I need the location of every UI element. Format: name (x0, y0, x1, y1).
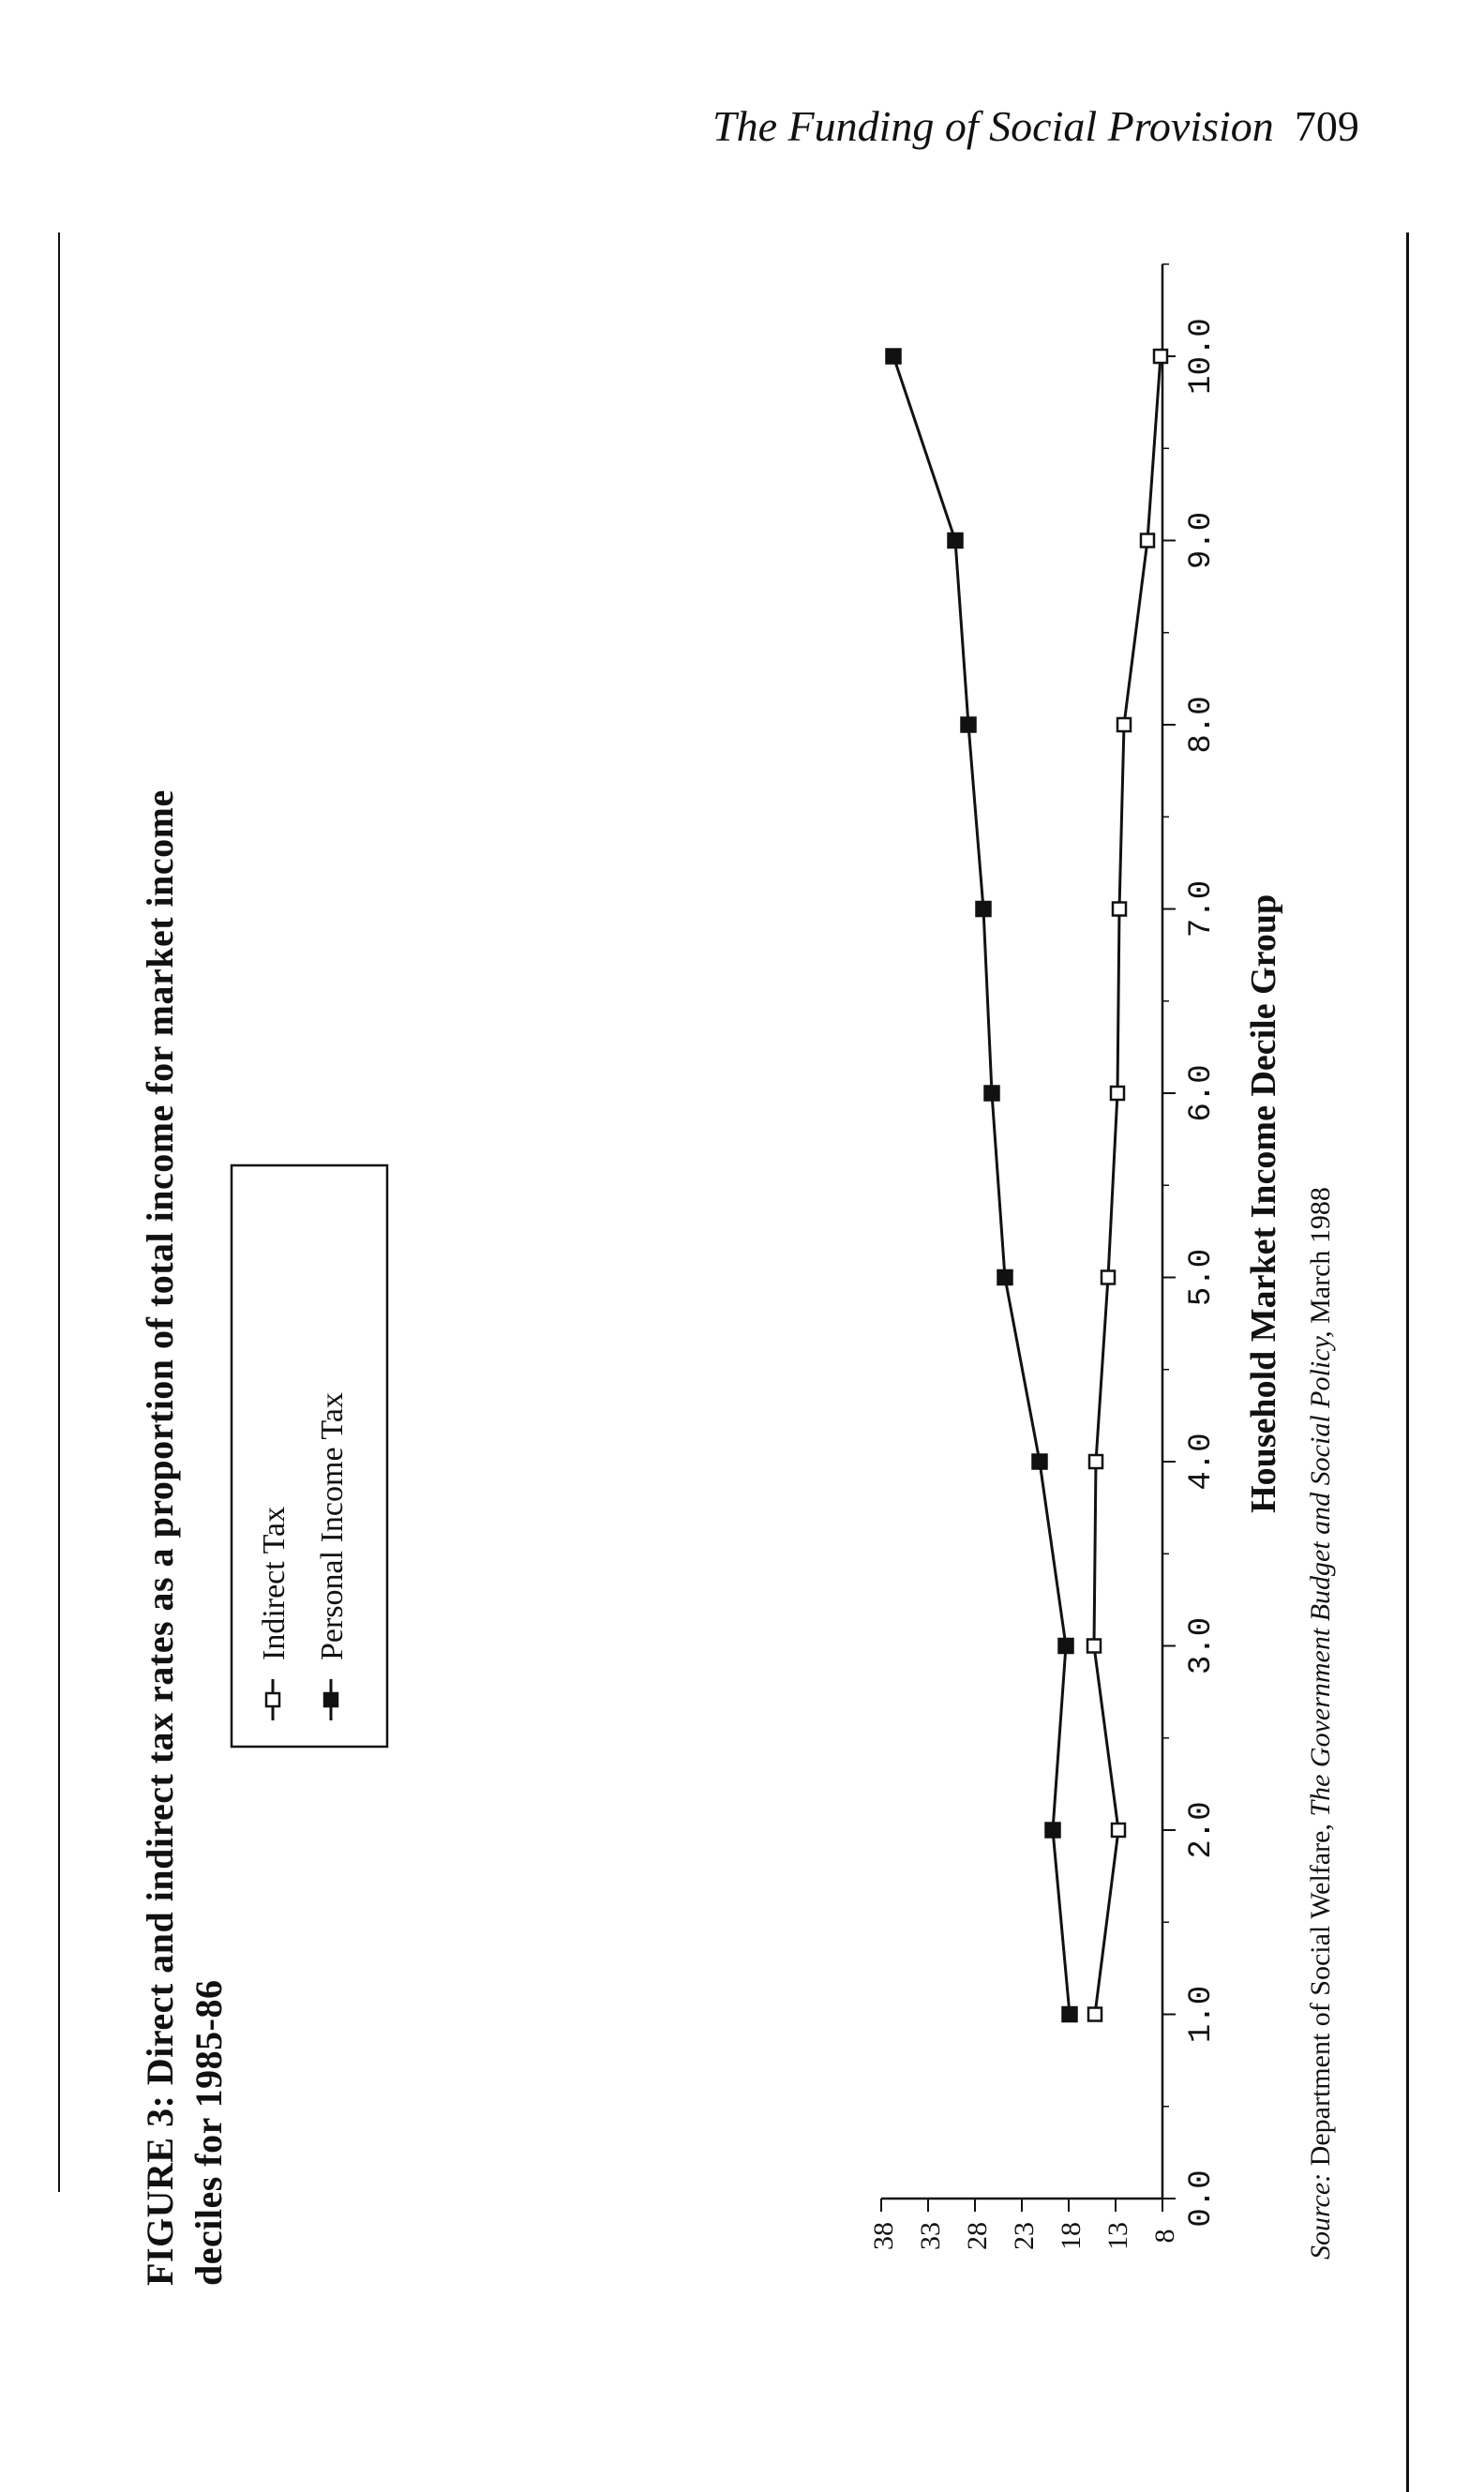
series-0-point-9 (1154, 350, 1167, 363)
series-line-0 (1094, 356, 1161, 2015)
x-tick-label-0: 0.0 (1184, 2169, 1220, 2228)
figure-title-line2: deciles for 1985-86 (187, 1979, 230, 2286)
series-0-point-3 (1089, 1455, 1102, 1468)
y-tick-label-6: 38 (868, 2222, 899, 2250)
y-tick-label-4: 28 (962, 2222, 993, 2250)
legend-label-0: Indirect Tax (257, 1506, 292, 1660)
page-number: 709 (1294, 102, 1359, 150)
series-1-point-0 (1063, 2007, 1077, 2021)
y-tick-label-1: 13 (1102, 2222, 1133, 2250)
series-1-point-1 (1046, 1824, 1060, 1838)
source-label: Source: (1305, 2172, 1336, 2259)
series-1-point-9 (887, 350, 901, 364)
legend-label-1: Personal Income Tax (315, 1392, 350, 1660)
running-title: The Funding of Social Provision (712, 102, 1274, 150)
series-1-point-8 (949, 533, 963, 548)
series-1-point-7 (962, 718, 976, 732)
series-0-point-8 (1141, 534, 1154, 548)
x-tick-label-9: 9.0 (1184, 511, 1220, 570)
y-tick-label-3: 23 (1009, 2222, 1040, 2250)
series-0-point-0 (1088, 2008, 1102, 2021)
x-tick-label-10: 10.0 (1184, 318, 1220, 395)
x-tick-label-1: 1.0 (1184, 1985, 1220, 2044)
figure-source (1305, 1187, 1337, 2259)
series-0-point-4 (1102, 1271, 1115, 1284)
x-tick-label-5: 5.0 (1184, 1248, 1220, 1307)
series-0-point-5 (1111, 1087, 1124, 1100)
x-tick-label-7: 7.0 (1184, 879, 1220, 938)
source-text-1: Department of Social Welfare, (1305, 1816, 1336, 2173)
x-tick-label-2: 2.0 (1184, 1801, 1220, 1859)
series-1-point-6 (977, 902, 991, 916)
x-axis-title: Household Market Income Decile Group (1244, 893, 1283, 1513)
series-line-1 (893, 356, 1070, 2015)
series-1-point-4 (998, 1270, 1012, 1284)
x-tick-label-3: 3.0 (1184, 1616, 1220, 1675)
source-text-2: March 1988 (1305, 1187, 1336, 1331)
y-tick-label-5: 33 (915, 2222, 946, 2250)
series-0-point-2 (1087, 1640, 1101, 1653)
series-1-point-5 (985, 1087, 999, 1101)
figure-title-line1: FIGURE 3: Direct and indirect tax rates as a proportion of total income for market income (139, 789, 181, 2286)
x-tick-label-4: 4.0 (1184, 1433, 1220, 1491)
y-tick-label-2: 18 (1056, 2222, 1087, 2250)
legend-box (232, 1165, 387, 1747)
legend-marker-1 (324, 1693, 337, 1706)
x-tick-label-8: 8.0 (1184, 696, 1220, 754)
source-italic: The Government Budget and Social Policy, (1305, 1330, 1336, 1817)
series-0-point-6 (1113, 903, 1126, 916)
series-0-point-1 (1112, 1824, 1125, 1837)
series-0-point-7 (1117, 718, 1131, 731)
y-tick-label-0: 8 (1149, 2229, 1180, 2244)
legend-marker-0 (266, 1693, 279, 1706)
series-1-point-3 (1033, 1455, 1047, 1469)
series-1-point-2 (1059, 1639, 1073, 1653)
x-tick-label-6: 6.0 (1184, 1064, 1220, 1122)
